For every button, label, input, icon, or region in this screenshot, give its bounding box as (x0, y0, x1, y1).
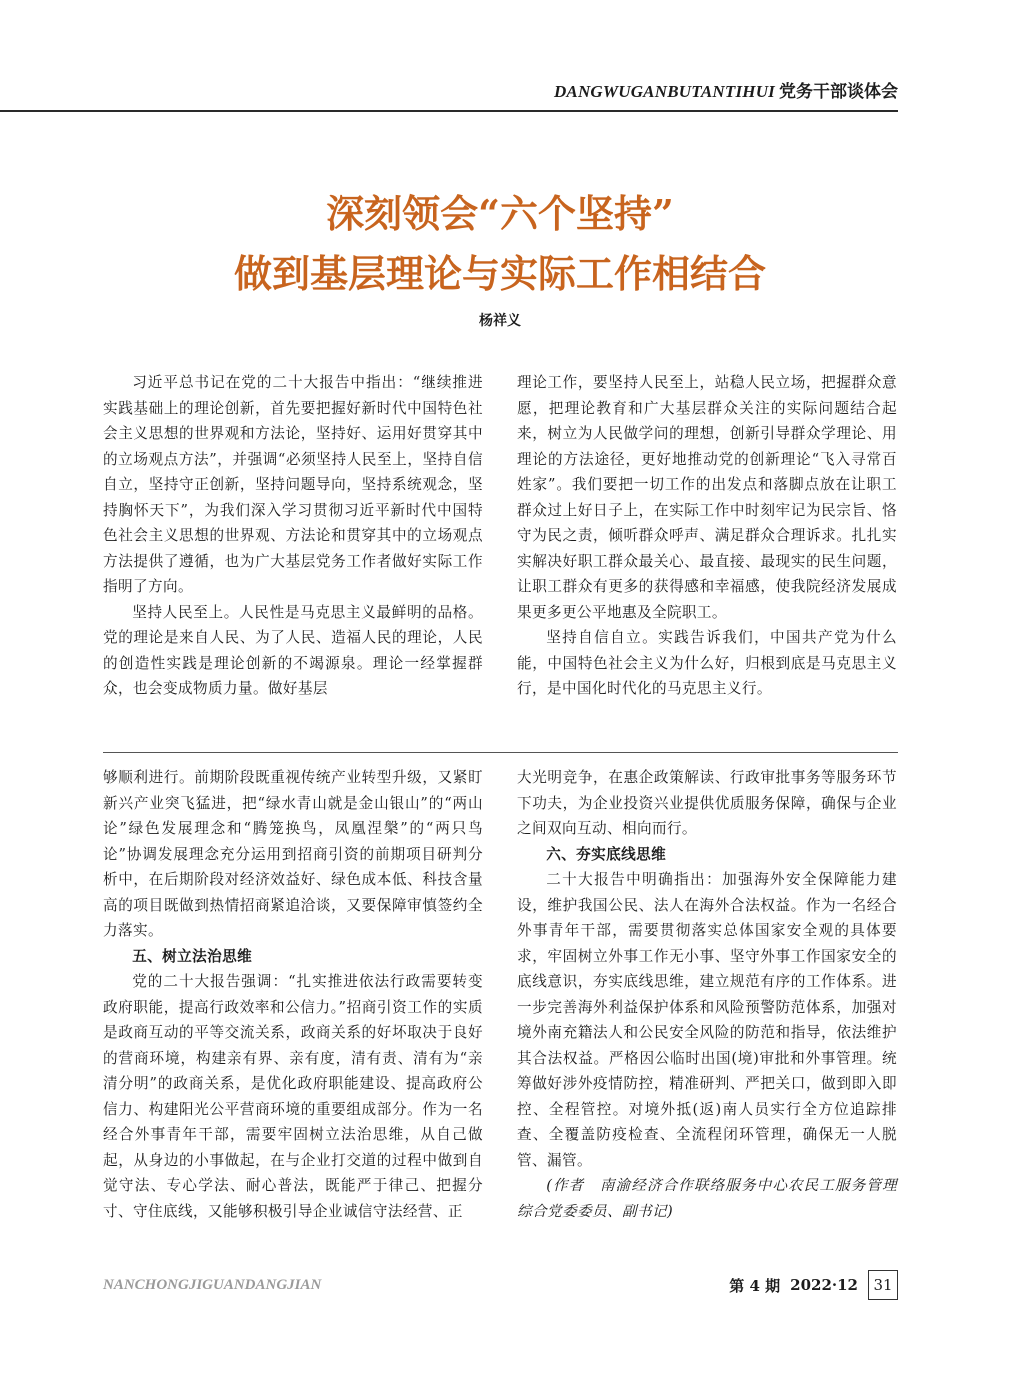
paragraph: 坚持自信自立。实践告诉我们，中国共产党为什么能，中国特色社会主义为什么好，归根到底是马克思主义行，是中国化时代化的马克思主义行。 (517, 629, 897, 697)
upper-left-column (103, 370, 483, 702)
paragraph: 大光明竞争，在惠企政策解读、行政审批事务等服务环节下功夫，为企业投资兴业提供优质服务保障，确保与企业之间双向互动、相向而行。 (517, 769, 897, 837)
footer-publication: NANCHONGJIGUANDANGJIAN (103, 1277, 322, 1293)
section-heading: 五、树立法治思维 (132, 947, 253, 965)
header-pinyin: DANGWUGANBUTANTIHUI (553, 82, 775, 101)
section-heading: 六、夯实底线思维 (546, 845, 667, 863)
article-title-line2: 做到基层理论与实际工作相结合 (233, 251, 766, 296)
header-section-title: 党务干部谈体会 (779, 82, 898, 102)
issue-date: 2022·12 (790, 1276, 858, 1294)
paragraph: 坚持人民至上。人民性是马克思主义最鲜明的品格。党的理论是来自人民、为了人民、造福人民的理论，人民的创造性实践是理论创新的不竭源泉。理论一经掌握群众，也会变成物质力量。做好基层 (103, 603, 483, 697)
issue-number: 第 4 期 (729, 1276, 781, 1295)
paragraph: 二十大报告中明确指出：加强海外安全保障能力建设，维护我国公民、法人在海外合法权益。作为一名经合外事青年干部，需要贯彻落实总体国家安全观的具体要求，牢固树立外事工作无小事、坚守外事工作国家安全的底线意识，夯实底线思维，建立规范有序的工作体系。进一步完善海外利益保护体系和风险预警防范体系，加强对境外南充籍法人和公民安全风险的防范和指导，依法维护其合法权益。严格因公临时出国(境)审批和外事管理。统筹做好涉外疫情防控，精准研判、严把关口，做到即入即控、全程管控。对境外抵(返)南人员实行全方位追踪排查、全覆盖防疫检查、全流程闭环管理，确保无一人脱管、漏管。 (517, 871, 897, 1169)
paragraph: 习近平总书记在党的二十大报告中指出：“继续推进实践基础上的理论创新，首先要把握好新时代中国特色社会主义思想的世界观和方法论，坚持好、运用好贯穿其中的立场观点方法”，并强调“必须坚持人民至上，坚持自信自立，坚持守正创新，坚持问题导向，坚持系统观念，坚持胸怀天下”，为我们深入学习贯彻习近平新时代中国特色社会主义思想的世界观、方法论和贯穿其中的立场观点方法提供了遵循，也为广大基层党务工作者做好实际工作指明了方向。 (103, 374, 483, 595)
upper-right-column (517, 370, 897, 702)
page-number: 31 (868, 1270, 898, 1300)
paragraph: 党的二十大报告强调：“扎实推进依法行政需要转变政府职能，提高行政效率和公信力。”招商引资工作的实质是政商互动的平等交流关系，政商关系的好坏取决于良好的营商环境，构建亲有界、亲有度，清有责、清有为“亲清分明”的政商关系，是优化政府职能建设、提高政府公信力、构建阳光公平营商环境的重要组成部分。作为一名经合外事青年干部，需要牢固树立法治思维，从自己做起，从身边的小事做起，在与企业打交道的过程中做到自觉守法、专心学法、耐心普法，既能严于律己、把握分寸、守住底线，又能够积极引导企业诚信守法经营、正 (103, 973, 483, 1220)
footer-issue-info (729, 1270, 898, 1300)
article-title-line1: 深刻领会“六个坚持” (326, 191, 674, 236)
paragraph: 够顺利进行。前期阶段既重视传统产业转型升级，又紧盯新兴产业突飞猛进，把“绿水青山就是金山银山”的“两山论”绿色发展理念和“腾笼换鸟，凤凰涅槃”的“两只鸟论”协调发展理念充分运用到招商引资的前期项目研判分析中，在后期阶段对经济效益好、绿色成本低、科技含量高的项目既做到热情招商紧追洽谈，又要保障审慎签约全力落实。 (103, 769, 483, 939)
article-author: 杨祥义 (479, 313, 521, 329)
lower-right-column (517, 765, 897, 1224)
section-divider (103, 752, 898, 753)
paragraph: 理论工作，要坚持人民至上，站稳人民立场，把握群众意愿，把理论教育和广大基层群众关注的实际问题结合起来，树立为人民做学问的理想，创新引导群众学理论、用理论的方法途径，更好地推动党的创新理论“飞入寻常百姓家”。我们要把一切工作的出发点和落脚点放在让职工群众过上好日子上，在实际工作中时刻牢记为民宗旨、恪守为民之责，倾听群众呼声、满足群众合理诉求。扎扎实实解决好职工群众最关心、最直接、最现实的民生问题，让职工群众有更多的获得感和幸福感，使我院经济发展成果更多更公平地惠及全院职工。 (517, 374, 897, 621)
running-header (0, 82, 898, 102)
header-rule (0, 110, 898, 112)
author-note: (作者 南渝经济合作联络服务中心农民工服务管理综合党委委员、副书记) (517, 1177, 897, 1220)
lower-left-column (103, 765, 483, 1224)
